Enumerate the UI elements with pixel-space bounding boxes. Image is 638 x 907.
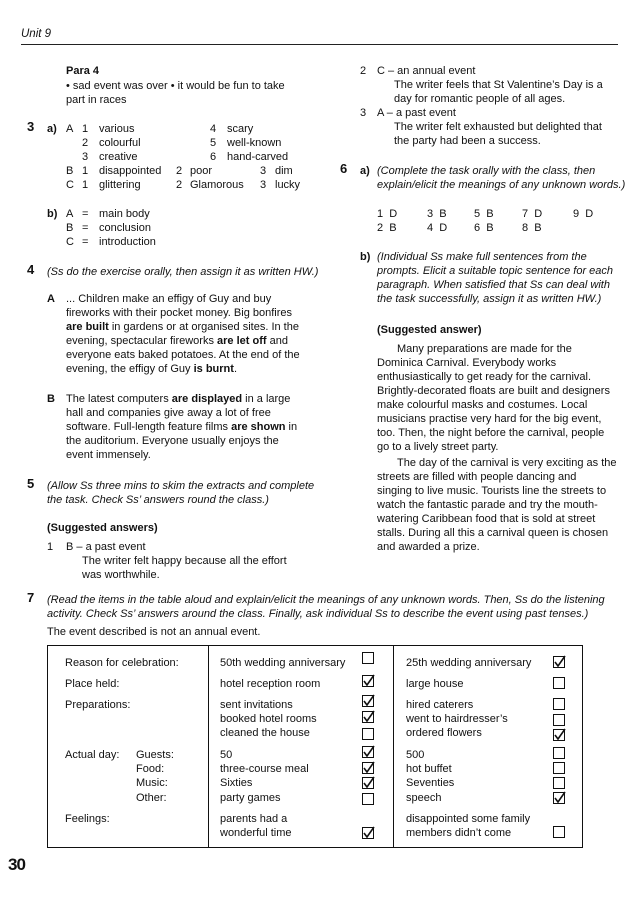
checkbox-checked[interactable] <box>553 656 565 668</box>
opt2-prep: hired caterers <box>406 699 474 711</box>
checkbox-checked[interactable] <box>362 675 374 687</box>
q4b-label: B <box>47 393 55 405</box>
q5-heading: (Suggested answers) <box>47 522 158 534</box>
q3a-num: 3 <box>260 165 267 177</box>
q5-item2-text: day for romantic people of all ages. <box>394 93 566 105</box>
q6a-answer <box>427 221 447 235</box>
q7-instruction-2: activity. Check Ss’ answers around the class. Finally, ask individual Ss to describe the event using past tenses.) <box>47 608 589 620</box>
q4a-line: fireworks with their pocket money. Big bonfires <box>66 307 292 319</box>
q6a-instruction-2: explain/elicit the meanings of any unknown words.) <box>377 179 626 191</box>
q3a-word: scary <box>227 123 254 135</box>
answer-letter: B <box>534 222 542 234</box>
label-guests: Guests: <box>136 749 174 761</box>
q6b-instruction: paragraph. When satisfied that Ss can deal with <box>377 279 610 291</box>
para-line: watch the fantastic parade and try the mouth- <box>377 499 598 511</box>
q4a-line <box>66 362 237 376</box>
q3a-num: 5 <box>210 137 217 149</box>
q6b-instruction: the task successfully, assign it as written HW.) <box>377 293 602 305</box>
opt1-prep: booked hotel rooms <box>220 713 317 725</box>
label-reason: Reason for celebration: <box>65 657 179 669</box>
q4a-line <box>66 334 288 348</box>
opt1-feelings: wonderful time <box>220 827 292 839</box>
q4b-line <box>66 392 290 406</box>
checkbox-empty[interactable] <box>553 698 565 710</box>
q6a-answer <box>427 207 447 221</box>
q4a-line: ... Children make an effigy of Guy and buy <box>66 293 272 305</box>
answer-letter: D <box>534 208 543 220</box>
answer-letter: B <box>439 208 447 220</box>
q5-item3: A – a past event <box>377 107 456 119</box>
opt2-feelings: members didn’t come <box>406 827 512 839</box>
q6a-instruction-1: (Complete the task orally with the class, then <box>377 165 596 177</box>
para-line: singing to live music. Tourists line the streets to <box>377 485 607 497</box>
q6a-answer <box>377 207 397 221</box>
q4a-line <box>66 320 299 334</box>
q3b-letter: A <box>66 208 74 220</box>
q7-statement: The event described is not an annual event. <box>47 626 261 638</box>
para-line: and awarded a prize. <box>377 541 480 553</box>
checkbox-checked[interactable] <box>362 711 374 723</box>
para-line: musicians practise very hard for the big event, <box>377 413 602 425</box>
answer-letter: D <box>389 208 398 220</box>
q4a-text: evening, the effigy of Guy <box>66 363 194 375</box>
checkbox-empty[interactable] <box>553 762 565 774</box>
q4b-line <box>66 420 297 434</box>
q3b-eq: = <box>82 222 89 234</box>
opt2-guests: 500 <box>406 749 425 761</box>
answer-letter: B <box>486 208 494 220</box>
opt2-music: Seventies <box>406 777 455 789</box>
q5-instruction-2: the task. Check Ss’ answers round the class.) <box>47 494 269 506</box>
q4-number: 4 <box>27 262 35 277</box>
q3a-num: 1 <box>82 123 89 135</box>
q4b-line: hall and companies give away a lot of free <box>66 407 271 419</box>
para-line: watering Caribbean food that is sold at street <box>377 513 596 525</box>
checkbox-checked[interactable] <box>362 777 374 789</box>
opt1-feelings: parents had a <box>220 813 288 825</box>
q4a-verb: are built <box>66 321 109 333</box>
opt1-guests: 50 <box>220 749 233 761</box>
q3a-word: dim <box>275 165 293 177</box>
q6b-paragraph-2 <box>377 456 623 470</box>
q5-instruction-1: (Allow Ss three mins to skim the extracts and complete <box>47 480 315 492</box>
opt2-food: hot buffet <box>406 763 452 775</box>
table-divider <box>208 645 209 848</box>
para-line: Brightly-decorated floats are built and designers <box>377 385 610 397</box>
para-line: Many preparations are made for the <box>397 343 572 355</box>
q5-item1-text: was worthwhile. <box>82 569 160 581</box>
q3a-word: disappointed <box>99 165 162 177</box>
checkbox-empty[interactable] <box>553 826 565 838</box>
opt2-reason: 25th wedding anniversary <box>406 657 532 669</box>
q6a-answer <box>522 207 542 221</box>
opt1-prep: sent invitations <box>220 699 293 711</box>
q3b-word: main body <box>99 208 150 220</box>
q5-item3-num: 3 <box>360 107 367 119</box>
q7-number: 7 <box>27 590 35 605</box>
para-line: The day of the carnival is very exciting as the <box>397 457 617 469</box>
q3a-word: well-known <box>227 137 282 149</box>
q6b-label: b) <box>360 251 371 263</box>
q6a-answer <box>377 221 397 235</box>
q3b-eq: = <box>82 236 89 248</box>
q4b-text: in <box>285 421 298 433</box>
para4-line2: part in races <box>66 94 127 106</box>
answer-letter: D <box>585 208 594 220</box>
q3a-word: creative <box>99 151 138 163</box>
label-place: Place held: <box>65 678 120 690</box>
checkbox-empty[interactable] <box>362 793 374 805</box>
q3a-num: 3 <box>82 151 89 163</box>
answer-num: 5 <box>474 208 481 220</box>
header-rule <box>21 44 618 45</box>
answer-num: 7 <box>522 208 529 220</box>
answer-num: 9 <box>573 208 580 220</box>
opt2-place: large house <box>406 678 464 690</box>
q3a-word: glittering <box>99 179 141 191</box>
answer-num: 2 <box>377 222 384 234</box>
opt2-prep: ordered flowers <box>406 727 482 739</box>
label-preparations: Preparations: <box>65 699 131 711</box>
q4b-text: in a large <box>242 393 291 405</box>
q4b-verb: are shown <box>231 421 286 433</box>
q3-number: 3 <box>27 119 35 134</box>
para-line: make colourful masks and costumes. Local <box>377 399 588 411</box>
q3b-label: b) <box>47 208 58 220</box>
page-number: 30 <box>8 855 25 874</box>
checkbox-empty[interactable] <box>553 714 565 726</box>
q4a-verb: is burnt <box>193 363 234 375</box>
opt1-prep: cleaned the house <box>220 727 310 739</box>
opt2-other: speech <box>406 792 442 804</box>
label-other: Other: <box>136 792 167 804</box>
q3a-letter: A <box>66 123 74 135</box>
answer-num: 1 <box>377 208 384 220</box>
para-line: enthusiastically to get ready for the carnival. <box>377 371 592 383</box>
q3a-letter: B <box>66 165 74 177</box>
q4a-verb: are let off <box>217 335 267 347</box>
q3a-num: 3 <box>260 179 267 191</box>
checkbox-checked[interactable] <box>553 792 565 804</box>
para-line: streets are filled with people dancing and <box>377 471 577 483</box>
answer-letter: D <box>439 222 448 234</box>
para4-line1: • sad event was over • it would be fun to take <box>66 80 285 92</box>
q7-instruction-1: (Read the items in the table aloud and explain/elicit the meanings of any unknown words. Then, Ss do the listening <box>47 594 605 606</box>
q3a-word: poor <box>190 165 213 177</box>
q3b-eq: = <box>82 208 89 220</box>
answer-num: 8 <box>522 222 529 234</box>
q4-instruction: (Ss do the exercise orally, then assign it as written HW.) <box>47 266 319 278</box>
q5-item3-text: the party had been a success. <box>394 135 541 147</box>
q5-item3-text: The writer felt exhausted but delighted that <box>394 121 602 133</box>
unit-label: Unit 9 <box>21 28 52 40</box>
q3a-label: a) <box>47 123 57 135</box>
q3b-word: introduction <box>99 236 156 248</box>
label-food: Food: <box>136 763 165 775</box>
answer-num: 6 <box>474 222 481 234</box>
label-feelings: Feelings: <box>65 813 110 825</box>
table-divider <box>393 645 394 848</box>
q4a-label: A <box>47 293 55 305</box>
para4-title: Para 4 <box>66 65 100 77</box>
q6a-answer <box>474 207 494 221</box>
q3a-num: 2 <box>176 165 183 177</box>
q3a-word: lucky <box>275 179 301 191</box>
label-actual-day: Actual day: <box>65 749 120 761</box>
checkbox-empty[interactable] <box>362 728 374 740</box>
q4b-line: event immensely. <box>66 449 151 461</box>
label-music: Music: <box>136 777 168 789</box>
q5-item1: B – a past event <box>66 541 146 553</box>
checkbox-checked[interactable] <box>362 695 374 707</box>
q3a-word: colourful <box>99 137 141 149</box>
q3a-word: various <box>99 123 135 135</box>
checkbox-checked[interactable] <box>553 729 565 741</box>
q6a-label: a) <box>360 165 370 177</box>
q3a-num: 4 <box>210 123 217 135</box>
q3a-word: hand-carved <box>227 151 289 163</box>
opt1-food: three-course meal <box>220 763 309 775</box>
q6a-answer <box>474 221 494 235</box>
q6b-paragraph-1 <box>377 342 623 356</box>
checkbox-checked[interactable] <box>362 827 374 839</box>
q3a-num: 1 <box>82 165 89 177</box>
q3a-letter: C <box>66 179 74 191</box>
q3a-num: 6 <box>210 151 217 163</box>
answer-num: 3 <box>427 208 434 220</box>
q3a-word: Glamorous <box>190 179 244 191</box>
opt1-other: party games <box>220 792 281 804</box>
answer-num: 4 <box>427 222 434 234</box>
q6a-answer <box>522 221 542 235</box>
q5-item1-text: The writer felt happy because all the effort <box>82 555 287 567</box>
q6-number: 6 <box>340 161 348 176</box>
q3b-letter: C <box>66 236 74 248</box>
para-line: Dominica Carnival. Everybody works <box>377 357 557 369</box>
q3b-word: conclusion <box>99 222 151 234</box>
q3a-num: 2 <box>176 179 183 191</box>
opt1-music: Sixties <box>220 777 253 789</box>
q4b-text: software. Full-length feature films <box>66 421 232 433</box>
q4a-text: in gardens or at organised sites. In the <box>108 321 299 333</box>
q4b-verb: are displayed <box>171 393 243 405</box>
q5-number: 5 <box>27 476 35 491</box>
q5-item2-num: 2 <box>360 65 367 77</box>
q4a-text: and <box>266 335 288 347</box>
para-line: go to a lively street party. <box>377 441 499 453</box>
checkbox-empty[interactable] <box>553 677 565 689</box>
para-line: stalls. During all this a carnival queen is chosen <box>377 527 609 539</box>
q3b-letter: B <box>66 222 74 234</box>
q4a-line: everyone eats baked potatoes. At the end of the <box>66 349 300 361</box>
q4a-text: evening, spectacular fireworks <box>66 335 218 347</box>
q5-item2-text: The writer feels that St Valentine’s Day is a <box>394 79 603 91</box>
q4a-text: . <box>233 363 238 375</box>
opt1-reason: 50th wedding anniversary <box>220 657 346 669</box>
q3a-num: 1 <box>82 179 89 191</box>
q4b-text: The latest computers <box>66 393 172 405</box>
checkbox-empty[interactable] <box>553 747 565 759</box>
q6b-paragraph-2-lines <box>377 470 608 554</box>
opt2-feelings: disappointed some family <box>406 813 531 825</box>
q5-item1-num: 1 <box>47 541 54 553</box>
q4b-line: the auditorium. Everyone usually enjoys the <box>66 435 279 447</box>
q5-item2: C – an annual event <box>377 65 476 77</box>
checkbox-empty[interactable] <box>553 777 565 789</box>
opt1-place: hotel reception room <box>220 678 321 690</box>
checkbox-empty[interactable] <box>362 652 374 664</box>
answer-letter: B <box>389 222 397 234</box>
q6a-answer <box>573 207 593 221</box>
q3a-num: 2 <box>82 137 89 149</box>
opt2-prep: went to hairdresser’s <box>406 713 508 725</box>
checkbox-checked[interactable] <box>362 762 374 774</box>
q6b-heading: (Suggested answer) <box>377 324 482 336</box>
q6b-paragraph-1-lines <box>377 356 610 454</box>
checkbox-checked[interactable] <box>362 746 374 758</box>
answer-letter: B <box>486 222 494 234</box>
q6b-instruction: prompts. Elicit a suitable topic sentence for each <box>377 265 614 277</box>
para-line: too. Then, the night before the carnival, people <box>377 427 605 439</box>
q6b-instruction: (Individual Ss make full sentences from the <box>377 251 587 263</box>
